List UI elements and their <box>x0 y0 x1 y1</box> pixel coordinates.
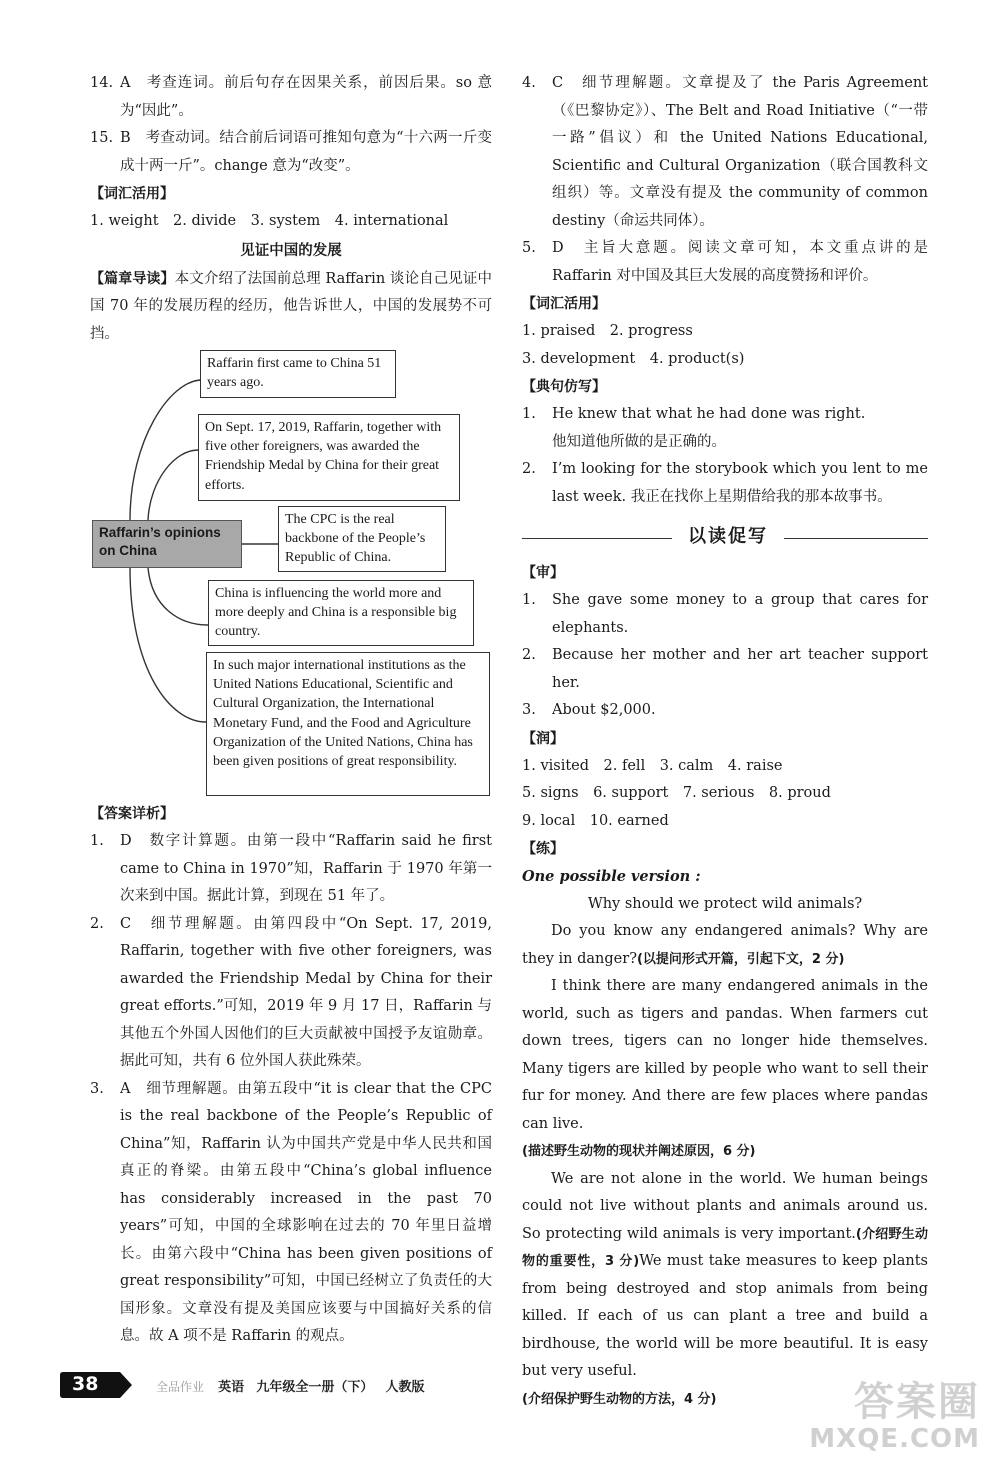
model-sentence-cn: 他知道他所做的是正确的。 <box>552 433 726 450</box>
essay-text: Do you know any endangered animals? Why are they in danger? <box>522 923 928 967</box>
page-footer <box>60 1372 560 1398</box>
connector-line <box>130 380 202 520</box>
footer-grade: 九年级全一册（下） <box>256 1380 374 1395</box>
page-number-badge <box>60 1372 132 1398</box>
item-text: B 考查动词。结合前后词语可推知句意为“十六两一斤变成十两一斤”。change 意为“改变”。 <box>120 130 492 174</box>
fill-answers: 5. signs 6. support 7. serious 8. proud <box>522 785 831 801</box>
intro-text: 本文介绍了法国前总理 Raffarin 谈论自己见证中国 70 年的发展历程的经历，他告诉世人，中国的发展势不可挡。 <box>90 270 493 342</box>
answer-item <box>90 70 492 125</box>
footer-subject: 英语 <box>218 1380 245 1395</box>
score-note: (介绍保护野生动物的方法，4 分) <box>522 1391 717 1407</box>
answer-item <box>522 642 928 697</box>
item-number: 1. <box>522 592 536 608</box>
essay-text: I think there are many endangered animals in the world, such as tigers and pandas. When farmers cut down trees, tigers can no longer hide themselves. Many tigers are killed by people who want to sell their fur for money. And there are few places where pandas can live. <box>522 978 928 1132</box>
watermark-logo-text: 答案圈 <box>854 1379 980 1425</box>
item-text: Because her mother and her art teacher support her. <box>552 647 928 691</box>
left-column <box>90 70 492 1351</box>
item-number: 1. <box>90 833 104 849</box>
answer-item <box>522 235 928 290</box>
model-sentence <box>522 401 928 456</box>
vocab-answers: 1. weight 2. divide 3. system 4. international <box>90 213 449 229</box>
item-number: 4. <box>522 75 536 91</box>
opinion-box: On Sept. 17, 2019, Raffarin, together with five other foreigners, was awarded the Friendship Medal by China for their great efforts. <box>198 414 460 501</box>
mind-map <box>90 350 492 800</box>
essay-title: Why should we protect wild animals? <box>587 895 863 912</box>
banner-rule-right <box>784 538 928 539</box>
item-text: C 细节理解题。文章提及了 the Paris Agreement（《巴黎协定》）、The Belt and Road Initiative（“一带一路”倡议）和 the United Nations Educational, Scientific and Cultural Organization（联合国教科文组织）等。文章没有提及 the community of common destiny（命运共同体）。 <box>552 75 928 229</box>
read-to-write-banner <box>522 519 928 555</box>
opinion-box: Raffarin first came to China 51 years ago. <box>200 350 396 398</box>
model-sentence-en: He knew that what he had done was right. <box>552 406 866 422</box>
answer-item <box>90 125 492 180</box>
watermark-url: MXQE.COM <box>809 1424 980 1454</box>
score-note: (以提问形式开篇，引起下文，2 分) <box>636 951 845 967</box>
right-column <box>522 70 928 1413</box>
item-number: 3. <box>90 1080 104 1097</box>
item-text: About $2,000. <box>552 702 656 718</box>
item-number: 3. <box>522 702 536 718</box>
opinion-box: China is influencing the world more and more deeply and China is a responsible big country. <box>208 580 474 646</box>
vocab-answers: 3. development 4. product(s) <box>522 350 745 367</box>
item-text: She gave some money to a group that cares for elephants. <box>552 592 928 636</box>
site-watermark <box>780 1380 980 1460</box>
answer-item <box>90 828 492 911</box>
opinion-box: In such major international institutions as the United Nations Educational, Scientific and Cultural Organization, the International Monetary Fund, and the Food and Agriculture Organization of the United Nations, China has been given positions of great responsibility. <box>206 652 490 796</box>
connector-line <box>148 450 198 520</box>
answer-item <box>90 1076 492 1351</box>
version-label: One possible version : <box>522 868 701 885</box>
footer-edition: 人教版 <box>385 1380 425 1395</box>
item-number: 5. <box>522 240 536 256</box>
intro-paragraph <box>90 266 492 349</box>
model-sentence-body <box>552 401 928 456</box>
opinion-box: The CPC is the real backbone of the People’s Republic of China. <box>278 506 446 572</box>
item-number: 1. <box>522 406 536 422</box>
answer-item <box>522 697 928 725</box>
intro-tag: 【篇章导读】 <box>90 270 175 287</box>
item-number: 14. <box>90 75 114 91</box>
answer-item <box>90 911 492 1076</box>
essay-paragraph <box>522 1166 928 1414</box>
score-note: (描述野生动物的现状并阐述原因，6 分) <box>522 1144 756 1159</box>
essay-text: We are not alone in the world. We human beings could not live without plants and animals around us. So protecting wild animals is very important. <box>522 1170 928 1242</box>
section-heading: 【审】 <box>522 565 564 581</box>
essay-paragraph <box>522 918 928 973</box>
item-text: D 数字计算题。由第一段中“Raffarin said he first came to China in 1970”知，Raffarin 于 1970 年第一次来到中国。据此计算，到现在 51 年了。 <box>120 833 492 904</box>
section-heading: 【润】 <box>522 730 564 747</box>
vocab-answers: 1. praised 2. progress <box>522 323 693 339</box>
item-number: 2. <box>522 461 536 477</box>
section-heading: 【答案详析】 <box>90 806 174 822</box>
banner-title: 以读促写 <box>688 526 768 547</box>
section-heading: 【词汇活用】 <box>90 186 174 202</box>
item-number: 2. <box>522 647 536 663</box>
connector-line <box>148 568 208 625</box>
section-heading: 【词汇活用】 <box>522 296 606 312</box>
footer-info <box>156 1376 432 1395</box>
answer-item <box>522 587 928 642</box>
page-number: 38 <box>72 1373 99 1395</box>
fill-answers: 1. visited 2. fell 3. calm 4. raise <box>522 757 783 774</box>
item-text: A 细节理解题。由第五段中“it is clear that the CPC is the real backbone of the People’s Republic of China”知，Raffarin 认为中国共产党是中华人民共和国真正的脊梁。由第五段中“China’s global influence has considerably increased in the past 70 years”可知，中国的全球影响在过去的 70 年里日益增长。由第六段中“China has been given positions of great responsibility”可知，中国已经树立了负责任的大国形象。文章没有提及美国应该要与中国搞好关系的信息。故 A 项不是 Raffarin 的观点。 <box>120 1080 492 1344</box>
article-title: 见证中国的发展 <box>240 242 342 259</box>
item-text: A 考查连词。前后句存在因果关系，前因后果。so 意为“因此”。 <box>120 75 492 119</box>
section-heading: 【典句仿写】 <box>522 379 606 395</box>
essay-text: We must take measures to keep plants from being destroyed and stop animals from being killed. If each of us can plant a tree and build a birdhouse, the world will be more beautiful. It is easy but very useful. <box>522 1253 929 1379</box>
connector-line <box>130 568 206 722</box>
mind-map-center: Raffarin’s opinions on China <box>92 520 242 568</box>
footer-brand: 全品作业 <box>156 1380 205 1394</box>
item-number: 2. <box>90 915 104 932</box>
answer-item <box>522 70 928 235</box>
model-sentence-en: I’m looking for the storybook which you lent to me last week. 我正在找你上星期借给我的那本故事书。 <box>552 461 928 505</box>
essay-paragraph <box>522 973 928 1166</box>
model-sentence <box>522 456 928 511</box>
item-text: C 细节理解题。由第四段中“On Sept. 17, 2019, Raffarin, together with five other foreigners, was awarded the Friendship Medal by China for their great efforts.”可知，2019 年 9 月 17 日，Raffarin 与其他五个外国人因他们的巨大贡献被中国授予友谊勋章。据此可知，共有 6 位外国人获此殊荣。 <box>120 915 492 1069</box>
score-note: (介绍野生动物的重要性，3 分) <box>522 1226 928 1269</box>
item-number: 15. <box>90 130 114 146</box>
item-text: D 主旨大意题。阅读文章可知，本文重点讲的是 Raffarin 对中国及其巨大发展的高度赞扬和评价。 <box>552 240 928 284</box>
fill-answers: 9. local 10. earned <box>522 812 669 829</box>
section-heading: 【练】 <box>522 841 564 857</box>
banner-rule-left <box>522 538 672 539</box>
